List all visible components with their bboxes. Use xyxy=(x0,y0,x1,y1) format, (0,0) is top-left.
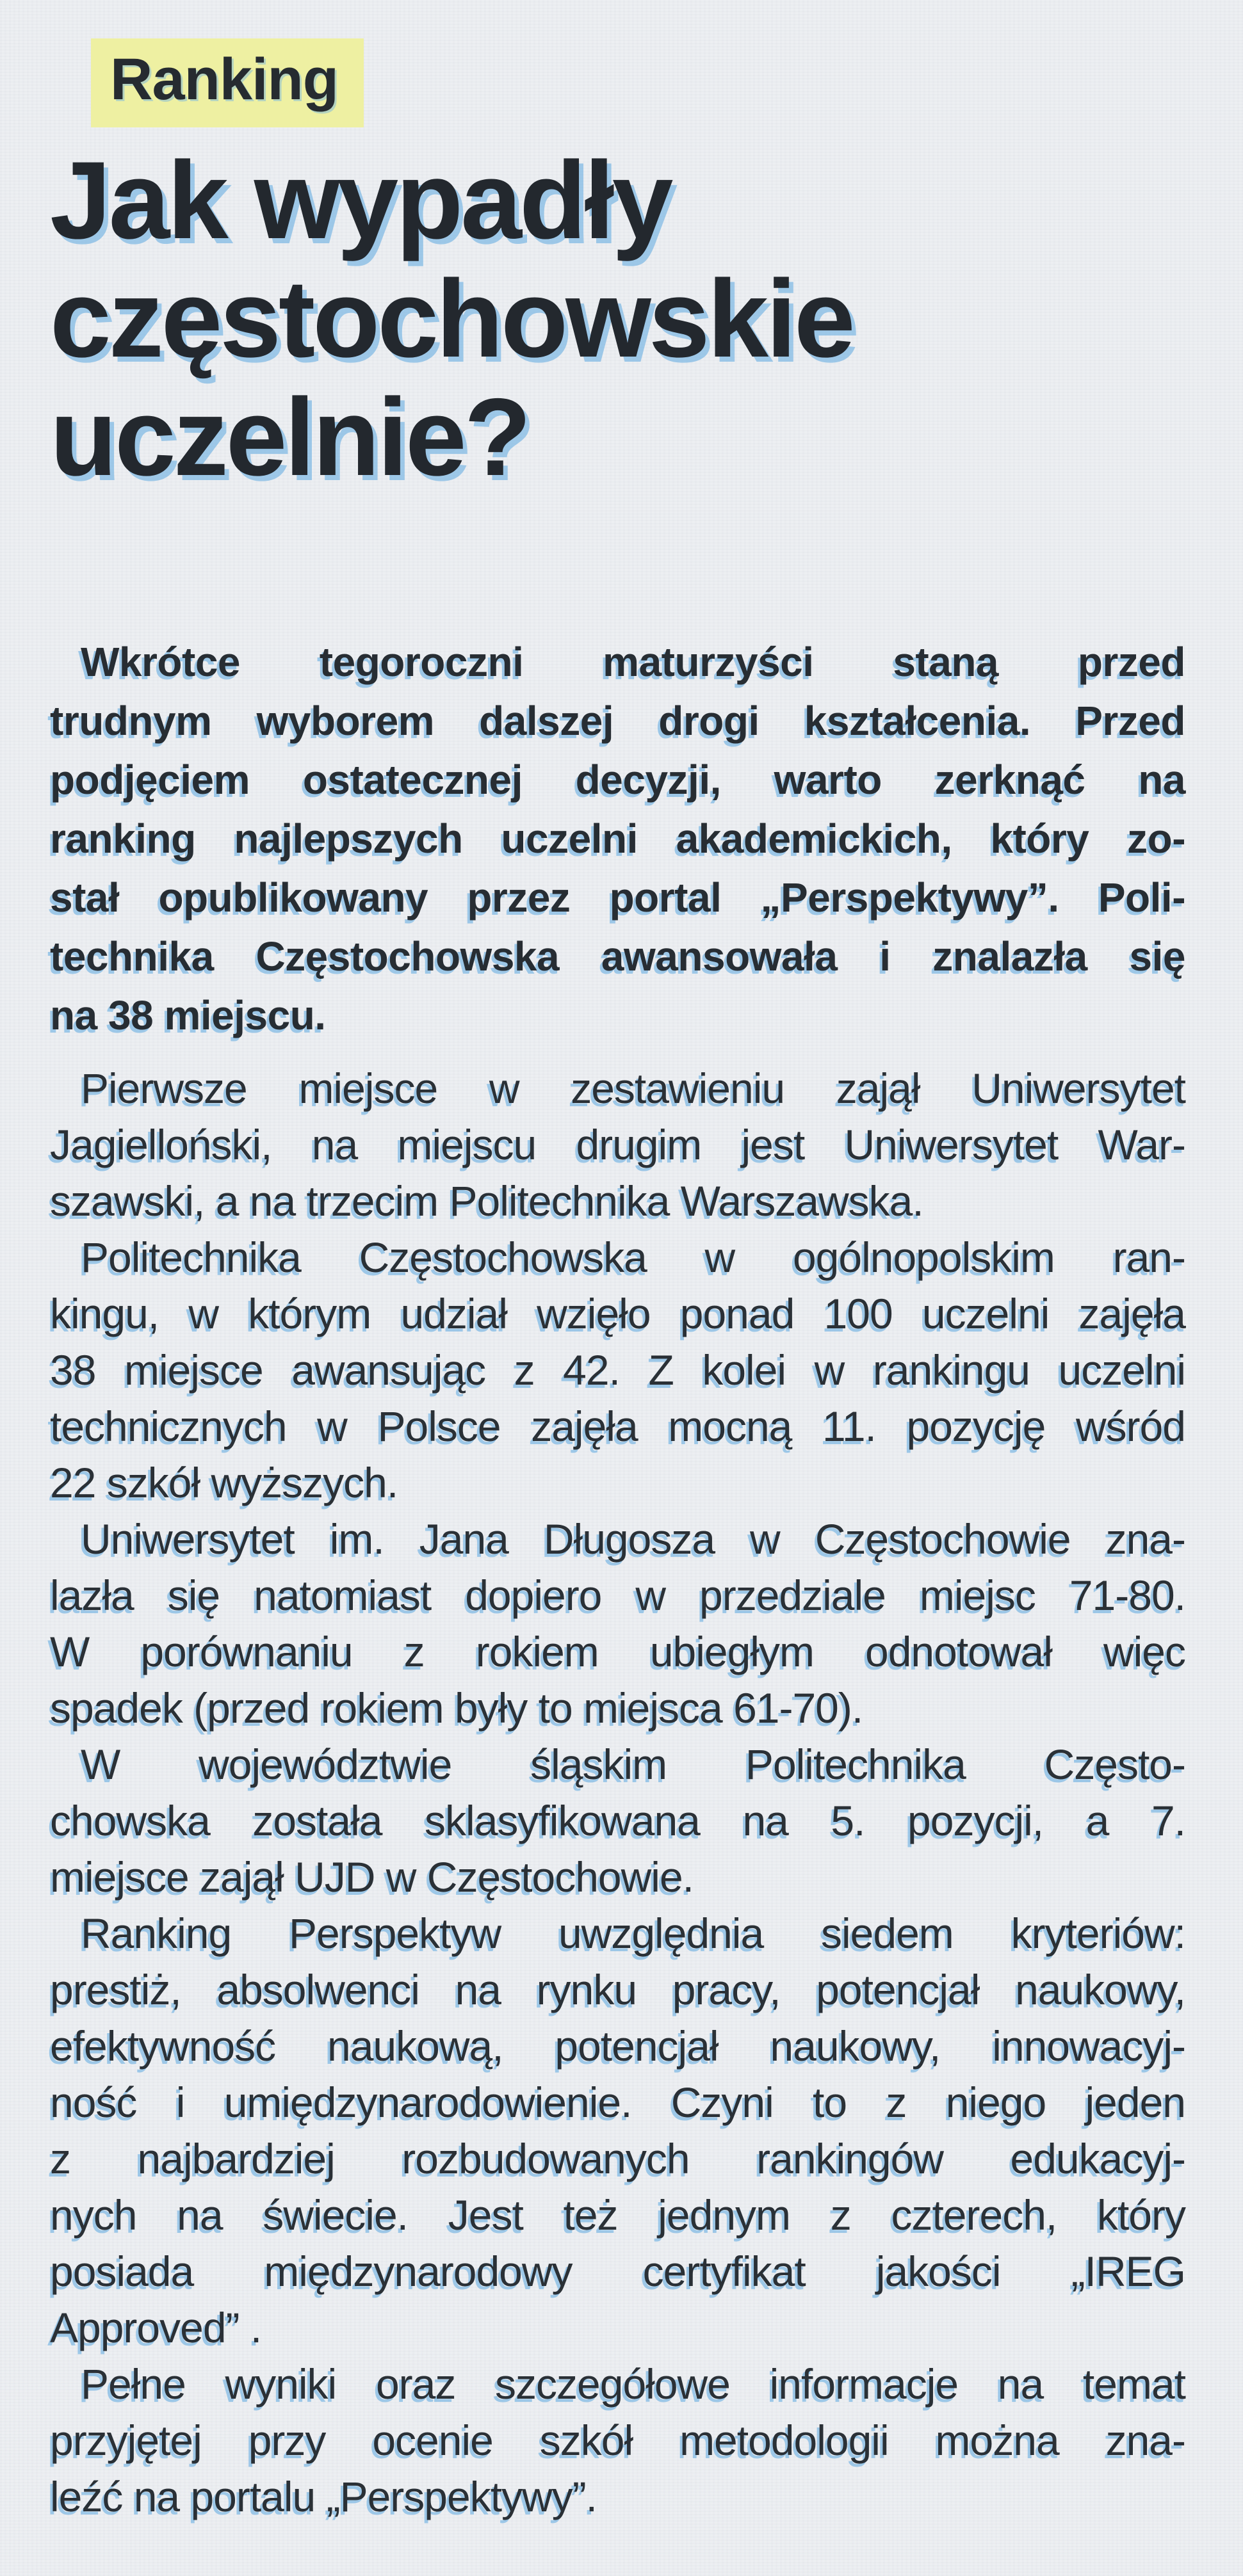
lead-paragraph xyxy=(50,632,1185,1045)
body-line: z najbardziej rozbudowanych rankingów edukacyj- xyxy=(50,2135,1185,2182)
body-line: posiada międzynarodowy certyfikat jakości „IREG xyxy=(50,2248,1185,2295)
body-line: technicznych w Polsce zajęła mocną 11. pozycję wśród xyxy=(50,1403,1185,1450)
lead-line: trudnym wyborem dalszej drogi kształcenia. Przed xyxy=(50,698,1185,744)
body-line: Politechnika Częstochowska w ogólnopolskim ran- xyxy=(81,1234,1185,1281)
body-line: Jagielloński, na miejscu drugim jest Uniwersytet War- xyxy=(50,1121,1185,1168)
body-line: przyjętej przy ocenie szkół metodologii można zna- xyxy=(50,2417,1185,2464)
body-paragraph xyxy=(50,2356,1185,2525)
body-paragraph xyxy=(50,1229,1185,1511)
body-line: W porównaniu z rokiem ubiegłym odnotował więc xyxy=(50,1628,1185,1675)
body-line: ność i umiędzynarodowienie. Czyni to z niego jeden xyxy=(50,2079,1185,2126)
body-line: Pełne wyniki oraz szczegółowe informacje na temat xyxy=(81,2360,1185,2408)
headline-line: częstochowskie xyxy=(50,257,853,380)
body-line: szawski, a na trzecim Politechnika Warszawska. xyxy=(50,1177,923,1225)
body-line: Uniwersytet im. Jana Długosza w Częstochowie zna- xyxy=(81,1515,1185,1563)
body-line: spadek (przed rokiem były to miejsca 61-70). xyxy=(50,1684,863,1732)
body-paragraph xyxy=(50,1736,1185,1905)
lead-line: technika Częstochowska awansowała i znalazła się xyxy=(50,933,1185,979)
body-line: W województwie śląskim Politechnika Często- xyxy=(81,1741,1185,1788)
body-line: 22 szkół wyższych. xyxy=(50,1459,398,1506)
body-line: lazła się natomiast dopiero w przedziale miejsc 71-80. xyxy=(50,1572,1185,1619)
headline-line: uczelnie? xyxy=(50,376,529,499)
body-paragraph xyxy=(50,1060,1185,1229)
body-line: Ranking Perspektyw uwzględnia siedem kryteriów: xyxy=(81,1910,1185,1957)
lead-line: ranking najlepszych uczelni akademickich, który zo- xyxy=(50,816,1185,862)
lead-line: stał opublikowany przez portal „Perspektywy”. Poli- xyxy=(50,874,1185,921)
headline-line: Jak wypadły xyxy=(50,139,671,262)
kicker-highlight xyxy=(91,38,364,127)
lead-line: podjęciem ostatecznej decyzji, warto zerknąć na xyxy=(50,757,1185,803)
article-body xyxy=(50,1060,1185,2525)
body-line: kingu, w którym udział wzięło ponad 100 uczelni zajęła xyxy=(50,1290,1185,1337)
kicker-row xyxy=(91,38,1185,127)
kicker-label: Ranking xyxy=(110,47,338,112)
body-line: chowska została sklasyfikowana na 5. pozycji, a 7. xyxy=(50,1797,1185,1844)
body-line: Approved” . xyxy=(50,2304,262,2351)
body-line: miejsce zajął UJD w Częstochowie. xyxy=(50,1853,694,1901)
lead-line: Wkrótce tegoroczni maturzyści staną przed xyxy=(81,639,1185,685)
body-line: nych na świecie. Jest też jednym z czterech, który xyxy=(50,2191,1185,2239)
body-line: leźć na portalu „Perspektywy”. xyxy=(50,2473,597,2520)
body-line: 38 miejsce awansując z 42. Z kolei w rankingu uczelni xyxy=(50,1346,1185,1394)
body-paragraph xyxy=(50,1905,1185,2356)
body-line: efektywność naukową, potencjał naukowy, innowacyj- xyxy=(50,2022,1185,2070)
body-paragraph xyxy=(50,1511,1185,1736)
lead-line: na 38 miejscu. xyxy=(50,992,326,1038)
body-line: Pierwsze miejsce w zestawieniu zajął Uniwersytet xyxy=(81,1065,1185,1112)
body-line: prestiż, absolwenci na rynku pracy, potencjał naukowy, xyxy=(50,1966,1185,2013)
headline xyxy=(50,141,1185,497)
